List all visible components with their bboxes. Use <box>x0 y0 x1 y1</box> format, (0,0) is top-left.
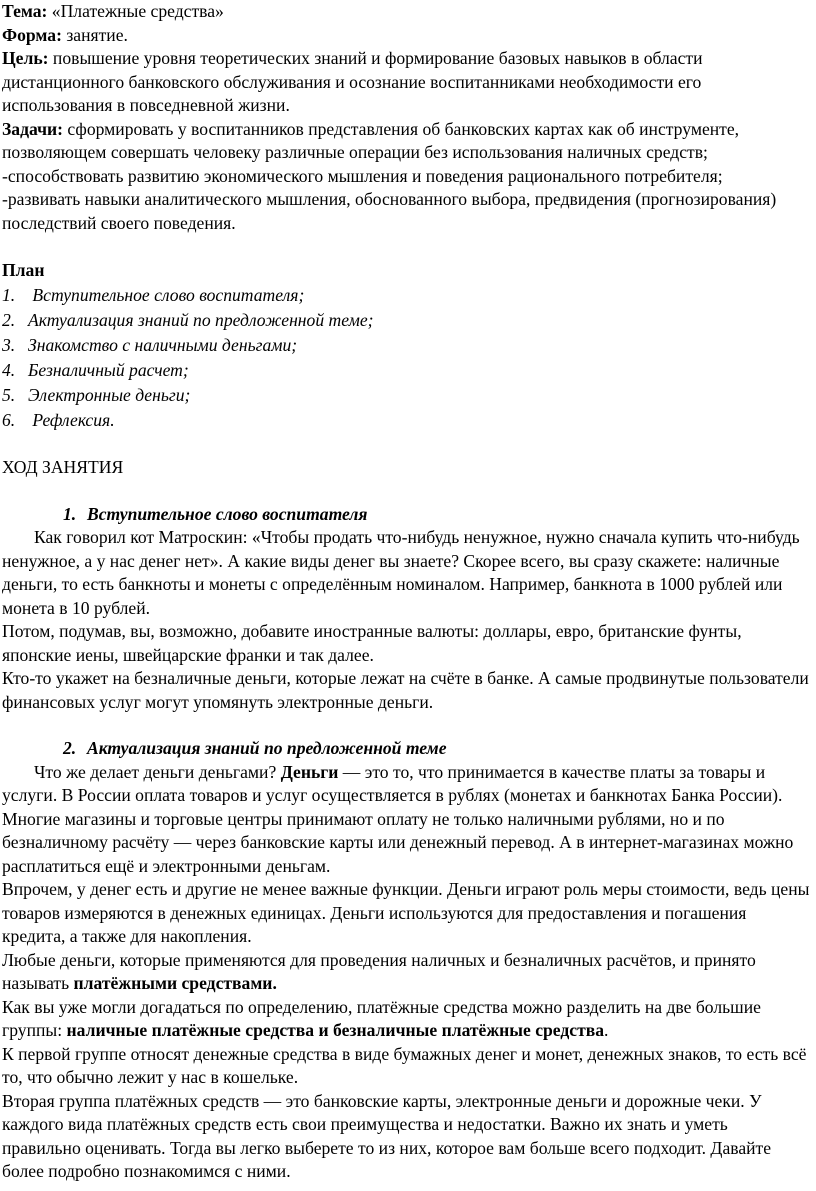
plan-item-number: 1. <box>2 285 16 305</box>
plan-item-text: Знакомство с наличными деньгами; <box>28 335 298 355</box>
topic-line <box>2 0 810 24</box>
plan-item-text: Вступительное слово воспитателя; <box>28 285 305 305</box>
form-label: Форма: <box>2 24 62 45</box>
plan-item-text: Электронные деньги; <box>28 385 191 405</box>
paragraph: К первой группе относят денежные средства в виде бумажных денег и монет, денежных знаков, то есть всё то, что обычно лежит у нас в кошельке. <box>2 1043 807 1087</box>
goal-paragraph <box>2 47 810 118</box>
paragraph: Кто-то укажет на безналичные деньги, которые лежат на счёте в банке. А самые продвинутые пользователи финансовых услуг могут упомянуть электронные деньги. <box>2 668 809 712</box>
form-line <box>2 24 810 48</box>
spacer <box>2 480 810 503</box>
plan-item <box>2 283 810 308</box>
plan-item-number: 3. <box>2 335 16 355</box>
topic-value: «Платежные средства» <box>47 1 224 21</box>
plan-title: План <box>2 260 45 280</box>
goal-text: повышение уровня теоретических знаний и формирование базовых навыков в области дистанционного банковского обслуживания и осознание воспитанниками необходимости его использования в повседневной жизни. <box>2 48 703 115</box>
plan-item <box>2 333 810 358</box>
tasks-label: Задачи: <box>2 118 63 139</box>
plan-item <box>2 308 810 333</box>
paragraph: Что же делает деньги деньгами? Деньги — это то, что принимается в качестве платы за товары и услуги. В России оплата товаров и услуг осуществляется в рублях (монетах и банкнотах Банка России). <box>2 761 783 805</box>
plan-item <box>2 358 810 383</box>
paragraph: Многие магазины и торговые центры принимают оплату не только наличными рублями, но и по безналичному расчёту — через банковские карты или денежный перевод. А в интернет-магазинах можно расплатиться ещё и электронными деньгам. <box>2 808 794 876</box>
form-value: занятие. <box>61 24 128 45</box>
bold-term: платёжными средствами. <box>73 973 277 993</box>
plan-item-number: 4. <box>2 360 16 380</box>
plan-item-number: 6. <box>2 410 16 430</box>
section-heading <box>2 737 810 761</box>
section-title: Вступительное слово воспитателя <box>87 503 368 524</box>
plan-item-text: Актуализация знаний по предложенной теме; <box>28 310 374 330</box>
spacer <box>2 714 810 737</box>
plan-item-text: Безналичный расчет; <box>28 360 189 380</box>
tasks-paragraph <box>2 118 810 165</box>
paragraph: Как говорил кот Матроскин: «Чтобы продать что-нибудь ненужное, нужно сначала купить что-нибудь ненужное, а у нас денег нет». А какие виды денег вы знаете? Скорее всего, вы сразу скажете: наличные деньги, то есть банкноты и монеты с определённым номиналом. Например, банкнота в 1000 рублей или монета в 10 рублей. <box>2 527 800 618</box>
paragraph: Впрочем, у денег есть и другие не менее важные функции. Деньги играют роль меры стоимости, ведь цены товаров измеряются в денежных единицах. Деньги используются для предоставления и погашения кредита, а также для накопления. <box>2 879 810 946</box>
plan-item-text: Рефлексия. <box>28 410 115 430</box>
section-heading <box>2 503 810 527</box>
paragraph: Потом, подумав, вы, возможно, добавите иностранные валюты: доллары, евро, британские фунты, японские иены, швейцарские франки и так далее. <box>2 621 742 665</box>
task-item: -способствовать развитию экономического мышления и поведения рационального потребителя; <box>2 165 723 186</box>
section-title: Актуализация знаний по предложенной теме <box>87 738 447 758</box>
section-number: 2. <box>63 738 77 758</box>
bold-term: наличные платёжные средства и безналичные платёжные средства <box>66 1020 605 1040</box>
course-title: ХОД ЗАНЯТИЯ <box>2 457 124 477</box>
spacer <box>2 235 810 258</box>
plan-item-number: 5. <box>2 385 16 405</box>
plan-item-number: 2. <box>2 310 16 330</box>
topic-label: Тема: <box>2 1 48 21</box>
paragraph: Вторая группа платёжных средств — это банковские карты, электронные деньги и дорожные чеки. У каждого вида платёжных средств есть свои преимущества и недостатки. Важно их знать и уметь правильно оценивать. Тогда вы легко выберете то из них, которое вам больше всего подходит. Давайте более подробно познакомимся с ними. <box>2 1090 772 1181</box>
paragraph: Любые деньги, которые применяются для проведения наличных и безналичных расчётов, и принято называть платёжными средствами. <box>2 949 756 993</box>
section-number: 1. <box>63 503 77 524</box>
goal-label: Цель: <box>2 48 49 68</box>
tasks-text: сформировать у воспитанников представления об банковских картах как об инструменте, позволяющем совершать человеку различные операции без использования наличных средств; <box>2 118 740 162</box>
plan-item <box>2 408 810 433</box>
bold-term: Деньги <box>280 761 339 782</box>
plan-item <box>2 383 810 408</box>
plan-list <box>2 283 810 433</box>
paragraph: Как вы уже могли догадаться по определению, платёжные средства можно разделить на две большие группы: наличные платёжные средства и безналичные платёжные средства. <box>2 996 761 1040</box>
spacer <box>2 433 810 456</box>
task-item: -развивать навыки аналитического мышления, обоснованного выбора, предвидения (прогнозирования) последствий своего поведения. <box>2 189 777 233</box>
